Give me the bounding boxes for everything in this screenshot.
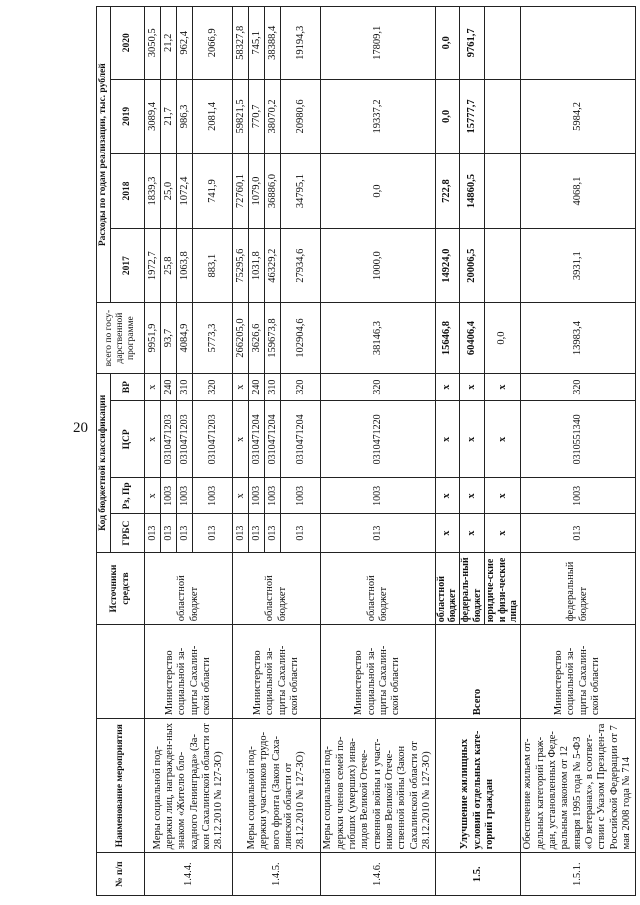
funding-source: областной бюджет: [321, 552, 435, 624]
year-2017-cell: 46329,2: [265, 228, 281, 303]
year-2018-cell: 25,0: [161, 154, 177, 229]
rz-cell: х: [484, 478, 520, 514]
executor: Министерство социальной за-щиты Сахалин-ской области: [233, 625, 321, 719]
rz-cell: х: [435, 478, 460, 514]
grbs-cell: х: [484, 514, 520, 552]
total-cell: 93,7: [161, 303, 177, 373]
grbs-cell: 013: [265, 514, 281, 552]
year-2018-cell: 4068,1: [521, 154, 635, 229]
row-number: 1.5.: [435, 853, 521, 896]
rz-cell: 1003: [265, 478, 281, 514]
total-cell: 3626,6: [249, 303, 265, 373]
row-number: 1.4.5.: [233, 853, 321, 896]
executor: Всего: [435, 625, 521, 719]
executor: Министерство социальной за-щиты Сахалин-ской области: [321, 625, 435, 719]
table-row: [321, 7, 435, 896]
grbs-cell: 013: [321, 514, 435, 552]
year-2019-cell: 0,0: [435, 79, 460, 154]
year-2017-cell: 1972,7: [145, 228, 161, 303]
vr-cell: 240: [161, 373, 177, 401]
header-total: всего по госу-дарственной программе: [97, 303, 145, 373]
total-cell: 0,0: [484, 303, 520, 373]
csr-cell: х: [233, 401, 249, 478]
year-2019-cell: [484, 79, 520, 154]
funding-source: областной бюджет: [145, 552, 233, 624]
vr-cell: х: [233, 373, 249, 401]
header-vr: ВР: [111, 373, 145, 401]
vr-cell: 320: [193, 373, 233, 401]
grbs-cell: 013: [521, 514, 635, 552]
year-2017-cell: 1031,8: [249, 228, 265, 303]
year-2019-cell: 19337,2: [321, 79, 435, 154]
grbs-cell: 013: [161, 514, 177, 552]
measure-name: Обеспечение жильем от-дельных категорий граж-дан, установленных Феде-ральным законом от 12 января 1995 года № 5-ФЗ «О ветеранах», в соответ-ствии с Указом Президен-та Российской Федерации от 7 мая 2008 года № 714: [521, 719, 635, 853]
header-num: № п/п: [97, 853, 145, 896]
measure-name: Меры социальной под-держки участников трудо-вого фронта (Закон Саха-линской области от 28.12.2010 № 127-ЗО): [233, 719, 321, 853]
year-2018-cell: 0,0: [321, 154, 435, 229]
total-cell: 15646,8: [435, 303, 460, 373]
csr-cell: 0310471204: [249, 401, 265, 478]
year-2020-cell: 2066,9: [193, 7, 233, 80]
total-cell: 102904,6: [281, 303, 321, 373]
vr-cell: 310: [265, 373, 281, 401]
csr-cell: х: [435, 401, 460, 478]
year-2020-cell: 58327,8: [233, 7, 249, 80]
grbs-cell: 013: [281, 514, 321, 552]
total-cell: 9951,9: [145, 303, 161, 373]
vr-cell: х: [484, 373, 520, 401]
total-cell: 266205,0: [233, 303, 249, 373]
grbs-cell: 013: [145, 514, 161, 552]
funding-source: федеральный бюджет: [521, 552, 635, 624]
year-2017-cell: 27934,6: [281, 228, 321, 303]
year-2017-cell: 20006,5: [460, 228, 485, 303]
header-rz-pr: Рз, Пр: [111, 478, 145, 514]
grbs-cell: х: [460, 514, 485, 552]
funding-source: областной бюджет: [435, 552, 460, 624]
year-2018-cell: 1079,0: [249, 154, 265, 229]
vr-cell: 320: [521, 373, 635, 401]
rz-cell: х: [145, 478, 161, 514]
rz-cell: х: [460, 478, 485, 514]
year-2019-cell: 15777,7: [460, 79, 485, 154]
header-year-2019: 2019: [111, 79, 145, 154]
vr-cell: х: [435, 373, 460, 401]
grbs-cell: 013: [249, 514, 265, 552]
executor: Министерство социальной за-щиты Сахалин-ской области: [521, 625, 635, 719]
grbs-cell: 013: [233, 514, 249, 552]
header-year-2017: 2017: [111, 228, 145, 303]
csr-cell: 0310471203: [161, 401, 177, 478]
year-2017-cell: 1063,8: [177, 228, 193, 303]
vr-cell: х: [145, 373, 161, 401]
csr-cell: 0310471204: [265, 401, 281, 478]
rz-cell: 1003: [521, 478, 635, 514]
year-2018-cell: 1072,4: [177, 154, 193, 229]
total-cell: 60406,4: [460, 303, 485, 373]
header-csr: ЦСР: [111, 401, 145, 478]
rz-cell: 1003: [321, 478, 435, 514]
header-name: Наименование мероприятия: [97, 719, 145, 853]
year-2019-cell: 3089,4: [145, 79, 161, 154]
year-2020-cell: 962,4: [177, 7, 193, 80]
total-cell: 5773,3: [193, 303, 233, 373]
year-2019-cell: 59821,5: [233, 79, 249, 154]
year-2018-cell: 14860,5: [460, 154, 485, 229]
header-years-group: Расходы по годам реализации, тыс. рублей: [97, 7, 111, 303]
table-row: [521, 7, 635, 896]
header-budget-classification: Код бюджетной классификации: [97, 373, 111, 552]
year-2018-cell: 1839,3: [145, 154, 161, 229]
year-2017-cell: 3931,1: [521, 228, 635, 303]
year-2019-cell: 21,7: [161, 79, 177, 154]
year-2020-cell: 19194,3: [281, 7, 321, 80]
year-2017-cell: 75295,6: [233, 228, 249, 303]
header-grbs: ГРБС: [111, 514, 145, 552]
year-2017-cell: [484, 228, 520, 303]
rz-cell: 1003: [249, 478, 265, 514]
year-2019-cell: 2081,4: [193, 79, 233, 154]
measure-name: Меры социальной под-держки членов семей по-гибших (умерших) инва-лидов Великой Отече-ственной войны и участ-ников Великой Отече-ственной войны (Закон Сахалинской области от 28.12.2010 № 127-ЗО): [321, 719, 435, 853]
year-2018-cell: 34795,1: [281, 154, 321, 229]
header-year-2018: 2018: [111, 154, 145, 229]
year-2020-cell: 17809,1: [321, 7, 435, 80]
measure-name: Меры социальной под-держки лиц, награжден-ных знаком «Жителю бло-кадного Ленинграда» (За-кон Сахалинской области от 28.12.2010 № 127-ЗО): [145, 719, 233, 853]
total-cell: 4084,9: [177, 303, 193, 373]
year-2020-cell: 9761,7: [460, 7, 485, 80]
year-2019-cell: 38070,2: [265, 79, 281, 154]
header-year-2020: 2020: [111, 7, 145, 80]
csr-cell: 0310471203: [177, 401, 193, 478]
table-row: [145, 7, 161, 896]
table-row: [435, 7, 460, 896]
year-2020-cell: 3050,5: [145, 7, 161, 80]
csr-cell: 0310471203: [193, 401, 233, 478]
year-2020-cell: [484, 7, 520, 80]
grbs-cell: 013: [177, 514, 193, 552]
table-row: [233, 7, 249, 896]
year-2017-cell: 1000,0: [321, 228, 435, 303]
page-number: 20: [73, 420, 88, 436]
executor: Министерство социальной за-щиты Сахалин-ской области: [145, 625, 233, 719]
year-2018-cell: 722,8: [435, 154, 460, 229]
funding-source: федераль-ный бюджет: [460, 552, 485, 624]
measure-name: Улучшение жилищных условий отдельных кате-горий граждан: [435, 719, 521, 853]
year-2017-cell: 14924,0: [435, 228, 460, 303]
header-executor: [97, 625, 145, 719]
rz-cell: х: [233, 478, 249, 514]
year-2019-cell: 20980,6: [281, 79, 321, 154]
csr-cell: 0310471220: [321, 401, 435, 478]
total-cell: 159673,8: [265, 303, 281, 373]
csr-cell: 0310471204: [281, 401, 321, 478]
header-sources: Источники средств: [97, 552, 145, 624]
csr-cell: 0310551340: [521, 401, 635, 478]
row-number: 1.4.6.: [321, 853, 435, 896]
year-2019-cell: 770,7: [249, 79, 265, 154]
rz-cell: 1003: [281, 478, 321, 514]
program-expenses-table: [96, 6, 636, 896]
rz-cell: 1003: [193, 478, 233, 514]
rotated-table-container: [96, 6, 633, 896]
total-cell: 38146,3: [321, 303, 435, 373]
vr-cell: 320: [281, 373, 321, 401]
total-cell: 13983,4: [521, 303, 635, 373]
year-2020-cell: [521, 7, 635, 80]
year-2020-cell: 21,2: [161, 7, 177, 80]
year-2018-cell: 741,9: [193, 154, 233, 229]
vr-cell: 310: [177, 373, 193, 401]
year-2018-cell: [484, 154, 520, 229]
rz-cell: 1003: [177, 478, 193, 514]
year-2019-cell: 5984,2: [521, 79, 635, 154]
csr-cell: х: [484, 401, 520, 478]
year-2017-cell: 883,1: [193, 228, 233, 303]
year-2017-cell: 25,8: [161, 228, 177, 303]
funding-source: юридиче-ские и физи-ческие лица: [484, 552, 520, 624]
vr-cell: х: [460, 373, 485, 401]
csr-cell: х: [145, 401, 161, 478]
row-number: 1.4.4.: [145, 853, 233, 896]
year-2018-cell: 36886,0: [265, 154, 281, 229]
row-number: 1.5.1.: [521, 853, 635, 896]
year-2019-cell: 986,3: [177, 79, 193, 154]
year-2020-cell: 0,0: [435, 7, 460, 80]
csr-cell: х: [460, 401, 485, 478]
year-2018-cell: 72760,1: [233, 154, 249, 229]
vr-cell: 320: [321, 373, 435, 401]
vr-cell: 240: [249, 373, 265, 401]
year-2020-cell: 38388,4: [265, 7, 281, 80]
year-2020-cell: 745,1: [249, 7, 265, 80]
rz-cell: 1003: [161, 478, 177, 514]
grbs-cell: х: [435, 514, 460, 552]
funding-source: областной бюджет: [233, 552, 321, 624]
grbs-cell: 013: [193, 514, 233, 552]
